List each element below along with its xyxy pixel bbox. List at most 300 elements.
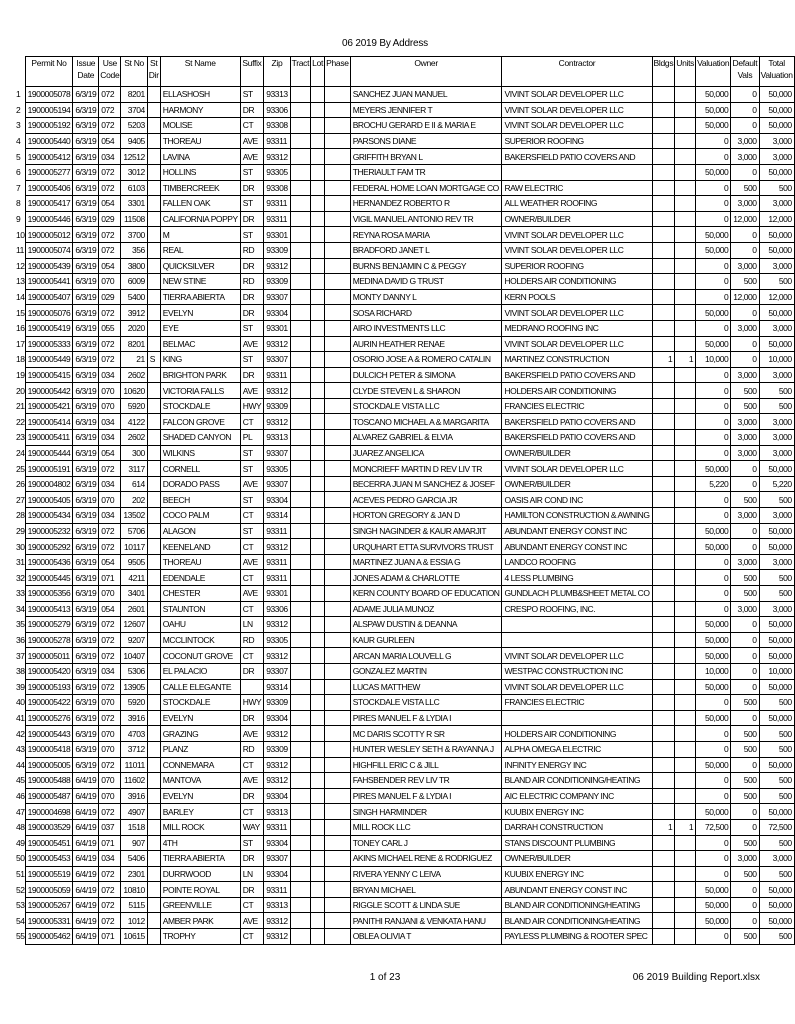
cell-name: KING: [160, 352, 240, 368]
cell-lot: [311, 773, 325, 789]
cell-zip: 93301: [264, 227, 290, 243]
cell-permit: 1900005487: [25, 788, 73, 804]
cell-phase: [325, 133, 351, 149]
cell-dir: [147, 523, 160, 539]
cell-total-valuation: 500: [759, 788, 794, 804]
row-number: 7: [16, 182, 21, 193]
table-row: [16, 523, 794, 539]
cell-bldgs: [652, 87, 675, 103]
cell-date: 6/4/19: [73, 866, 99, 882]
cell-default-vals: 0: [731, 804, 759, 820]
cell-owner: TONEY CARL J: [350, 835, 502, 851]
cell-contractor: SUPERIOR ROOFING: [502, 258, 652, 274]
cell-owner: AKINS MICHAEL RENE & RODRIGUEZ: [350, 851, 502, 867]
cell-total-valuation: 50,000: [759, 632, 794, 648]
cell-owner: BURNS BENJAMIN C & PEGGY: [350, 258, 502, 274]
cell-phase: [325, 726, 351, 742]
cell-owner: FAHSBENDER REV LIV TR: [350, 773, 502, 789]
cell-owner: BRADFORD JANET L: [350, 242, 502, 258]
cell-units: [675, 648, 696, 664]
cell-use: 054: [99, 601, 121, 617]
cell-valuation: 50,000: [696, 461, 731, 477]
cell-bldgs: [652, 102, 675, 118]
row-number: 10: [16, 229, 25, 240]
cell-lot: [311, 726, 325, 742]
cell-name: NEW STINE: [160, 274, 240, 290]
cell-use: 072: [99, 913, 121, 929]
cell-owner: KAUR GURLEEN: [350, 632, 502, 648]
cell-phase: [325, 196, 351, 212]
cell-total-valuation: 3,000: [759, 554, 794, 570]
cell-tract: [290, 913, 311, 929]
col-header-dir: St Dir: [147, 57, 160, 87]
cell-use: 070: [99, 726, 121, 742]
cell-phase: [325, 539, 351, 555]
row-number: 2: [16, 104, 21, 115]
cell-permit: 1900005074: [25, 242, 73, 258]
cell-zip: 93311: [264, 882, 290, 898]
cell-permit: 1900005445: [25, 570, 73, 586]
cell-use: 055: [99, 320, 121, 336]
cell-lot: [311, 414, 325, 430]
cell-stno: 907: [121, 835, 147, 851]
cell-phase: [325, 227, 351, 243]
table-row: [16, 570, 794, 586]
table-row: [16, 819, 794, 835]
cell-use: 072: [99, 352, 121, 368]
cell-use: 034: [99, 851, 121, 867]
cell-bldgs: [652, 851, 675, 867]
cell-units: [675, 695, 696, 711]
cell-date: 6/3/19: [73, 133, 99, 149]
cell-bldgs: [652, 289, 675, 305]
cell-zip: 93304: [264, 866, 290, 882]
table-row: [16, 133, 794, 149]
cell-name: CONNEMARA: [160, 757, 240, 773]
cell-name: TIERRA ABIERTA: [160, 851, 240, 867]
cell-total-valuation: 3,000: [759, 430, 794, 446]
cell-owner: OSORIO JOSE A & ROMERO CATALIN: [350, 352, 502, 368]
cell-units: [675, 586, 696, 602]
cell-total-valuation: 50,000: [759, 913, 794, 929]
cell-bldgs: [652, 336, 675, 352]
cell-use: 072: [99, 866, 121, 882]
cell-lot: [311, 211, 325, 227]
row-number: 33: [16, 588, 25, 599]
cell-dir: [147, 196, 160, 212]
cell-name: EL PALACIO: [160, 663, 240, 679]
cell-lot: [311, 835, 325, 851]
cell-dir: [147, 258, 160, 274]
cell-stno: 3012: [121, 164, 147, 180]
cell-use: 070: [99, 586, 121, 602]
cell-suffix: AVE: [240, 383, 263, 399]
cell-tract: [290, 726, 311, 742]
cell-units: [675, 632, 696, 648]
cell-units: [675, 211, 696, 227]
cell-phase: [325, 305, 351, 321]
cell-tract: [290, 320, 311, 336]
cell-permit: 1900005276: [25, 710, 73, 726]
cell-name: EVELYN: [160, 305, 240, 321]
cell-default-vals: 3,000: [731, 367, 759, 383]
cell-lot: [311, 897, 325, 913]
cell-suffix: CT: [240, 897, 263, 913]
cell-date: 6/3/19: [73, 586, 99, 602]
cell-name: REAL: [160, 242, 240, 258]
cell-name: TROPHY: [160, 929, 240, 945]
col-header-permit: Permit No: [25, 57, 73, 87]
cell-default-vals: 3,000: [731, 601, 759, 617]
cell-lot: [311, 102, 325, 118]
cell-total-valuation: 50,000: [759, 804, 794, 820]
cell-date: 6/3/19: [73, 211, 99, 227]
cell-total-valuation: 50,000: [759, 87, 794, 103]
cell-default-vals: 3,000: [731, 430, 759, 446]
cell-date: 6/3/19: [73, 430, 99, 446]
cell-total-valuation: 3,000: [759, 601, 794, 617]
cell-permit: 1900005059: [25, 882, 73, 898]
cell-bldgs: [652, 586, 675, 602]
cell-stno: 2602: [121, 367, 147, 383]
cell-phase: [325, 554, 351, 570]
cell-date: 6/3/19: [73, 554, 99, 570]
cell-phase: [325, 632, 351, 648]
cell-date: 6/3/19: [73, 523, 99, 539]
cell-bldgs: [652, 118, 675, 134]
cell-use: 054: [99, 258, 121, 274]
cell-date: 6/3/19: [73, 492, 99, 508]
cell-zip: 93309: [264, 695, 290, 711]
cell-phase: [325, 164, 351, 180]
table-row: [16, 414, 794, 430]
cell-phase: [325, 679, 351, 695]
cell-contractor: VIVINT SOLAR DEVELOPER LLC: [502, 461, 652, 477]
table-row: [16, 866, 794, 882]
cell-total-valuation: 50,000: [759, 242, 794, 258]
cell-total-valuation: 500: [759, 586, 794, 602]
cell-name: CORNELL: [160, 461, 240, 477]
cell-contractor: VIVINT SOLAR DEVELOPER LLC: [502, 227, 652, 243]
cell-total-valuation: 50,000: [759, 710, 794, 726]
cell-dir: [147, 149, 160, 165]
cell-lot: [311, 819, 325, 835]
cell-contractor: VIVINT SOLAR DEVELOPER LLC: [502, 102, 652, 118]
cell-suffix: AVE: [240, 773, 263, 789]
cell-dir: [147, 554, 160, 570]
page-number: 1 of 23: [369, 972, 401, 983]
cell-dir: [147, 242, 160, 258]
cell-phase: [325, 913, 351, 929]
cell-lot: [311, 663, 325, 679]
cell-dir: [147, 570, 160, 586]
cell-use: 070: [99, 741, 121, 757]
cell-use: 072: [99, 710, 121, 726]
cell-date: 6/3/19: [73, 274, 99, 290]
cell-units: [675, 601, 696, 617]
cell-dir: [147, 383, 160, 399]
cell-suffix: CT: [240, 757, 263, 773]
cell-suffix: DR: [240, 788, 263, 804]
cell-contractor: VIVINT SOLAR DEVELOPER LLC: [502, 242, 652, 258]
cell-suffix: AVE: [240, 726, 263, 742]
cell-contractor: ABUNDANT ENERGY CONST INC: [502, 523, 652, 539]
cell-valuation: 50,000: [696, 336, 731, 352]
col-header-name: St Name: [160, 57, 240, 87]
cell-date: 6/3/19: [73, 352, 99, 368]
cell-owner: HIGHFILL ERIC C & JILL: [350, 757, 502, 773]
cell-owner: REYNA ROSA MARIA: [350, 227, 502, 243]
cell-name: QUICKSILVER: [160, 258, 240, 274]
cell-contractor: DARRAH CONSTRUCTION: [502, 819, 652, 835]
cell-bldgs: [652, 164, 675, 180]
cell-zip: 93309: [264, 242, 290, 258]
cell-zip: 93301: [264, 320, 290, 336]
cell-date: 6/3/19: [73, 196, 99, 212]
cell-valuation: 50,000: [696, 648, 731, 664]
cell-stno: 3700: [121, 227, 147, 243]
cell-stno: 8201: [121, 87, 147, 103]
cell-bldgs: [652, 383, 675, 399]
cell-zip: 93311: [264, 196, 290, 212]
cell-default-vals: 0: [731, 710, 759, 726]
cell-tract: [290, 663, 311, 679]
cell-dir: [147, 913, 160, 929]
row-number: 35: [16, 619, 25, 630]
cell-permit: 1900005356: [25, 586, 73, 602]
cell-phase: [325, 430, 351, 446]
cell-date: 6/3/19: [73, 149, 99, 165]
cell-valuation: 0: [696, 726, 731, 742]
cell-suffix: CT: [240, 804, 263, 820]
cell-valuation: 72,500: [696, 819, 731, 835]
cell-tract: [290, 445, 311, 461]
cell-use: 029: [99, 211, 121, 227]
cell-zip: 93313: [264, 87, 290, 103]
cell-bldgs: [652, 648, 675, 664]
cell-dir: [147, 180, 160, 196]
cell-suffix: ST: [240, 196, 263, 212]
row-number: 36: [16, 635, 25, 646]
cell-use: 072: [99, 882, 121, 898]
cell-tract: [290, 196, 311, 212]
cell-units: [675, 851, 696, 867]
cell-contractor: FRANCIES ELECTRIC: [502, 398, 652, 414]
cell-name: GREENVILLE: [160, 897, 240, 913]
cell-owner: RIGGLE SCOTT & LINDA SUE: [350, 897, 502, 913]
cell-phase: [325, 352, 351, 368]
cell-default-vals: 500: [731, 929, 759, 945]
cell-total-valuation: 500: [759, 835, 794, 851]
cell-zip: 93314: [264, 679, 290, 695]
cell-permit: 1900005413: [25, 601, 73, 617]
cell-total-valuation: 50,000: [759, 648, 794, 664]
cell-default-vals: 0: [731, 819, 759, 835]
cell-tract: [290, 648, 311, 664]
cell-contractor: VIVINT SOLAR DEVELOPER LLC: [502, 87, 652, 103]
cell-total-valuation: 50,000: [759, 227, 794, 243]
col-header-valuation: Valuation: [696, 57, 731, 87]
cell-name: 4TH: [160, 835, 240, 851]
cell-owner: PARSONS DIANE: [350, 133, 502, 149]
cell-tract: [290, 617, 311, 633]
cell-suffix: ST: [240, 835, 263, 851]
cell-zip: 93312: [264, 617, 290, 633]
cell-name: STAUNTON: [160, 601, 240, 617]
cell-date: 6/3/19: [73, 632, 99, 648]
cell-zip: 93309: [264, 274, 290, 290]
cell-zip: 93307: [264, 289, 290, 305]
cell-total-valuation: 3,000: [759, 320, 794, 336]
cell-owner: STOCKDALE VISTA LLC: [350, 398, 502, 414]
cell-owner: DULCICH PETER & SIMONA: [350, 367, 502, 383]
cell-dir: S: [147, 352, 160, 368]
cell-bldgs: [652, 617, 675, 633]
cell-tract: [290, 866, 311, 882]
cell-dir: [147, 741, 160, 757]
row-number: 37: [16, 650, 25, 661]
row-number: 30: [16, 541, 25, 552]
cell-owner: PANITHI RANJANI & VENKATA HANU: [350, 913, 502, 929]
cell-date: 6/4/19: [73, 897, 99, 913]
cell-owner: JUAREZ ANGELICA: [350, 445, 502, 461]
cell-owner: SINGH HARMINDER: [350, 804, 502, 820]
cell-stno: 11011: [121, 757, 147, 773]
cell-zip: 93311: [264, 367, 290, 383]
cell-lot: [311, 242, 325, 258]
cell-suffix: RD: [240, 741, 263, 757]
cell-owner: LUCAS MATTHEW: [350, 679, 502, 695]
cell-tract: [290, 539, 311, 555]
cell-tract: [290, 367, 311, 383]
table-row: [16, 835, 794, 851]
cell-suffix: AVE: [240, 133, 263, 149]
row-number: 28: [16, 510, 25, 521]
cell-name: FALCON GROVE: [160, 414, 240, 430]
file-name: 06 2019 Building Report.xlsx: [632, 972, 760, 983]
cell-owner: AURIN HEATHER RENAE: [350, 336, 502, 352]
cell-use: 070: [99, 788, 121, 804]
cell-contractor: HAMILTON CONSTRUCTION & AWNING: [502, 508, 652, 524]
cell-name: BEECH: [160, 492, 240, 508]
cell-name: DORADO PASS: [160, 476, 240, 492]
cell-units: [675, 133, 696, 149]
cell-valuation: 0: [696, 508, 731, 524]
cell-units: [675, 663, 696, 679]
cell-stno: 3916: [121, 710, 147, 726]
cell-name: CALIFORNIA POPPY: [160, 211, 240, 227]
cell-phase: [325, 695, 351, 711]
row-number: 31: [16, 557, 25, 568]
cell-stno: 5706: [121, 523, 147, 539]
cell-owner: GONZALEZ MARTIN: [350, 663, 502, 679]
cell-default-vals: 0: [731, 164, 759, 180]
cell-permit: 1900005277: [25, 164, 73, 180]
cell-dir: [147, 882, 160, 898]
cell-stno: 9505: [121, 554, 147, 570]
cell-lot: [311, 741, 325, 757]
table-row: [16, 913, 794, 929]
cell-phase: [325, 741, 351, 757]
cell-stno: 202: [121, 492, 147, 508]
cell-phase: [325, 149, 351, 165]
cell-dir: [147, 164, 160, 180]
cell-name: EVELYN: [160, 788, 240, 804]
cell-permit: 1900005449: [25, 352, 73, 368]
cell-stno: 10117: [121, 539, 147, 555]
cell-units: [675, 710, 696, 726]
cell-bldgs: [652, 523, 675, 539]
cell-default-vals: 0: [731, 461, 759, 477]
cell-units: [675, 476, 696, 492]
cell-stno: 3916: [121, 788, 147, 804]
cell-dir: [147, 476, 160, 492]
col-header-contractor: Contractor: [502, 57, 652, 87]
table-row: [16, 663, 794, 679]
cell-tract: [290, 118, 311, 134]
cell-tract: [290, 430, 311, 446]
cell-owner: ALVAREZ GABRIEL & ELVIA: [350, 430, 502, 446]
row-number: 42: [16, 728, 25, 739]
cell-stno: 6009: [121, 274, 147, 290]
cell-dir: [147, 586, 160, 602]
cell-permit: 1900005267: [25, 897, 73, 913]
cell-phase: [325, 118, 351, 134]
cell-phase: [325, 663, 351, 679]
cell-default-vals: 500: [731, 570, 759, 586]
cell-suffix: LN: [240, 617, 263, 633]
cell-phase: [325, 180, 351, 196]
cell-contractor: [502, 632, 652, 648]
cell-dir: [147, 305, 160, 321]
cell-tract: [290, 149, 311, 165]
cell-phase: [325, 773, 351, 789]
cell-stno: 2020: [121, 320, 147, 336]
cell-units: 1: [675, 352, 696, 368]
cell-owner: STOCKDALE VISTA LLC: [350, 695, 502, 711]
cell-total-valuation: 10,000: [759, 352, 794, 368]
cell-zip: 93305: [264, 632, 290, 648]
cell-use: 071: [99, 835, 121, 851]
cell-lot: [311, 305, 325, 321]
cell-total-valuation: 50,000: [759, 164, 794, 180]
col-header-bldgs: Bldgs: [652, 57, 675, 87]
cell-zip: 93313: [264, 897, 290, 913]
cell-zip: 93311: [264, 523, 290, 539]
cell-stno: 10620: [121, 383, 147, 399]
cell-lot: [311, 476, 325, 492]
cell-lot: [311, 383, 325, 399]
cell-suffix: CT: [240, 118, 263, 134]
cell-stno: 5203: [121, 118, 147, 134]
cell-zip: 93311: [264, 819, 290, 835]
cell-permit: 1900005519: [25, 866, 73, 882]
cell-use: 070: [99, 274, 121, 290]
cell-valuation: 0: [696, 430, 731, 446]
row-number: 11: [16, 245, 24, 256]
cell-valuation: 50,000: [696, 913, 731, 929]
cell-use: 054: [99, 133, 121, 149]
cell-default-vals: 3,000: [731, 508, 759, 524]
cell-lot: [311, 632, 325, 648]
cell-tract: [290, 227, 311, 243]
cell-owner: ARCAN MARIA LOUVELL G: [350, 648, 502, 664]
cell-suffix: AVE: [240, 586, 263, 602]
cell-lot: [311, 913, 325, 929]
cell-total-valuation: 3,000: [759, 196, 794, 212]
col-header-units: Units: [675, 57, 696, 87]
cell-valuation: 50,000: [696, 632, 731, 648]
